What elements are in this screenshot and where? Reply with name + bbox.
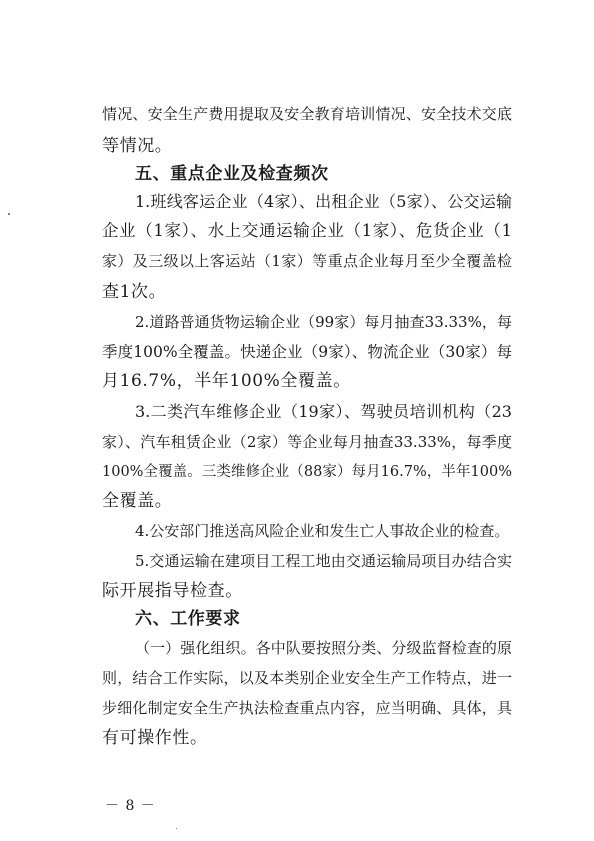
body-text-line: 全覆盖。 — [102, 491, 173, 511]
body-text-line: 100%全覆盖。三类维修企业（88家）每月16.7%，半年100% — [102, 464, 512, 480]
body-text-line: 有可操作性。 — [102, 728, 208, 748]
body-text-line: 季度100%全覆盖。快递企业（9家）、物流企业（30家）每 — [102, 343, 512, 361]
section-heading-5: 五、重点企业及检查频次 — [135, 164, 329, 184]
section-heading-6: 六、工作要求 — [135, 609, 241, 629]
body-text-line: 家）、汽车租赁企业（2家）等企业每月抽查33.33%，每季度 — [102, 433, 512, 451]
body-text-line: （一）强化组织。各中队要按照分类、分级监督检查的原 — [135, 639, 512, 657]
body-text-line: 步细化制定安全生产执法检查重点内容，应当明确、具体，具 — [102, 699, 512, 717]
body-text-line: 等情况。 — [102, 136, 173, 156]
body-text-line: 企业（1家）、水上交通运输企业（1家）、危货企业（1 — [102, 221, 512, 240]
body-text-line: 4.公安部门推送高风险企业和发生亡人事故企业的检查。 — [135, 522, 510, 540]
body-text-line: 情况、安全生产费用提取及安全教育培训情况、安全技术交底 — [102, 105, 512, 123]
body-text-line: 家）及三级以上客运站（1家）等重点企业每月至少全覆盖检 — [102, 252, 512, 270]
scan-speck — [8, 213, 10, 215]
scan-speck — [176, 828, 177, 829]
body-text-line: 2.道路普通货物运输企业（99家）每月抽查33.33%，每 — [135, 313, 512, 331]
body-text-line: 则，结合工作实际，以及本类别企业安全生产工作特点，进一 — [102, 669, 512, 687]
body-text-line: 际开展指导检查。 — [102, 581, 243, 601]
body-text-line: 1.班线客运企业（4家）、出租企业（5家）、公交运输 — [135, 192, 512, 211]
page-number: － 8 － — [105, 798, 156, 814]
body-text-line: 3.二类汽车维修企业（19家）、驾驶员培训机构（23 — [135, 402, 512, 421]
body-text-line: 月16.7%，半年100%全覆盖。 — [102, 371, 351, 391]
body-text-line: 查1次。 — [102, 282, 167, 302]
body-text-line: 5.交通运输在建项目工程工地由交通运输局项目办结合实 — [135, 552, 512, 570]
